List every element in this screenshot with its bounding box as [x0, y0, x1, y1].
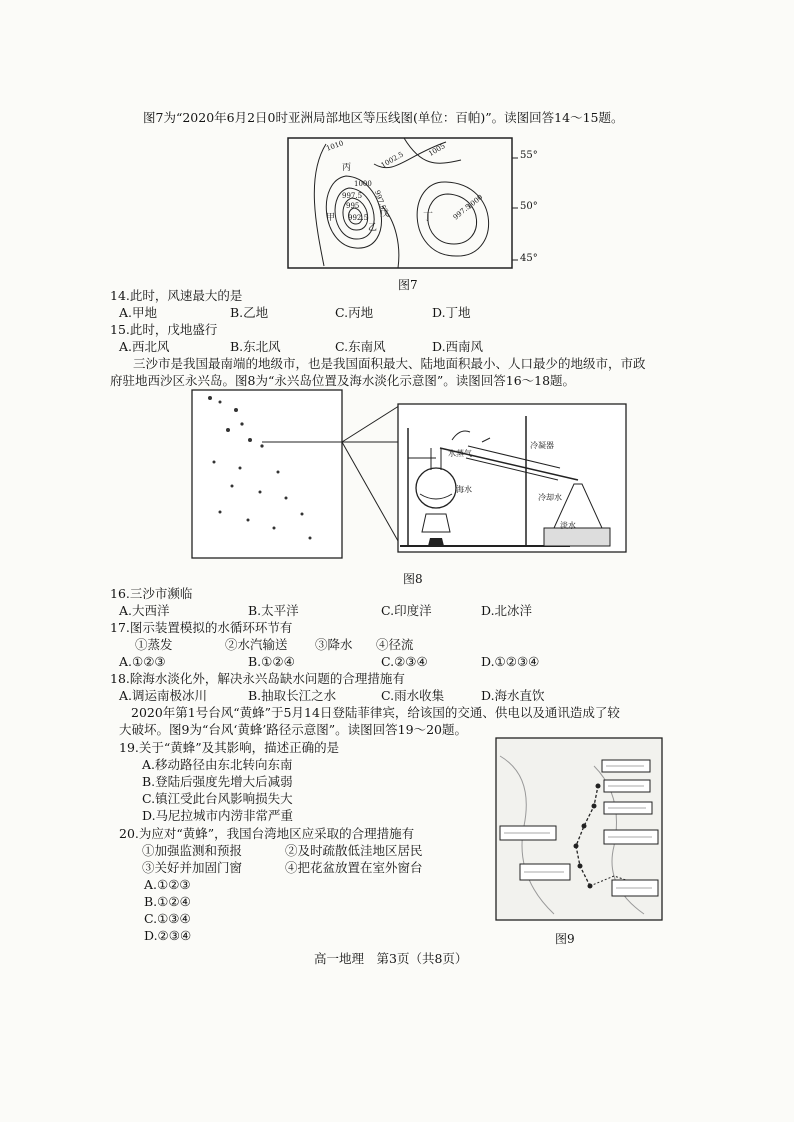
label-vapor: 水蒸气	[448, 449, 472, 458]
q15-stem: 15.此时，戊地盛行	[110, 322, 218, 337]
q14-opt-a: A.甲地	[119, 305, 158, 320]
q20-opt-d: D.②③④	[144, 928, 192, 943]
q18-opt-b: B.抽取长江之水	[248, 688, 337, 703]
lat-55: 55°	[520, 150, 538, 161]
q14-opt-b: B.乙地	[230, 305, 269, 320]
q17-opt-d: D.①②③④	[481, 654, 540, 669]
q17-item-1: ①蒸发	[135, 637, 173, 652]
q15-opt-c: C.东南风	[335, 339, 386, 354]
isobar-997-5-inner: 997.5	[372, 189, 388, 211]
intro-fig8-line2: 府驻地西沙区永兴岛。图8为“永兴岛位置及海水淡化示意图”。读图回答16～18题。	[110, 373, 576, 388]
label-seawater: 海水	[456, 485, 472, 494]
intro-fig8-line1: 三沙市是我国最南端的地级市，也是我国面积最大、陆地面积最小、人口最少的地级市，市政	[133, 356, 646, 371]
q17-stem: 17.图示装置模拟的水循环环节有	[110, 620, 293, 635]
label-condenser: 冷凝器	[530, 441, 554, 450]
isobar-1005: 1005	[427, 142, 447, 158]
isobar-995: 995	[346, 202, 360, 210]
q15-opt-d: D.西南风	[432, 339, 484, 354]
lat-45: 45°	[520, 253, 538, 264]
q17-opt-c: C.②③④	[381, 654, 428, 669]
figure-9-typhoon-track	[494, 736, 664, 922]
label-freshwater: 淡水	[560, 521, 576, 530]
figure-8-caption: 图8	[403, 572, 423, 586]
page-footer: 高一地理 第3页（共8页）	[314, 951, 468, 966]
q14-opt-d: D.丁地	[432, 305, 471, 320]
q17-item-3: ③降水	[315, 637, 353, 652]
q16-opt-c: C.印度洋	[381, 603, 432, 618]
q17-item-2: ②水汽输送	[225, 637, 288, 652]
q17-opt-b: B.①②④	[248, 654, 295, 669]
q20-item-4: ④把花盆放置在室外窗台	[285, 860, 423, 875]
q14-stem: 14.此时，风速最大的是	[110, 288, 243, 303]
place-wu: 戊	[380, 209, 390, 219]
q17-item-4: ④径流	[376, 637, 414, 652]
q17-opt-a: A.①②③	[119, 654, 166, 669]
intro-fig7: 图7为“2020年6月2日0时亚洲局部地区等压线图(单位：百帕)”。读图回答14～15题。	[143, 110, 624, 125]
q20-item-2: ②及时疏散低洼地区居民	[285, 843, 423, 858]
q15-opt-a: A.西北风	[119, 339, 170, 354]
isobar-1010: 1010	[325, 139, 345, 153]
q20-item-3: ③关好并加固门窗	[142, 860, 243, 875]
q18-stem: 18.除海水淡化外，解决永兴岛缺水问题的合理措施有	[110, 671, 405, 686]
label-cooling-water: 冷却水	[538, 493, 562, 502]
figure-9-caption: 图9	[555, 932, 575, 946]
isobar-997-5-right: 997.5	[451, 202, 473, 222]
q20-opt-c: C.①③④	[144, 911, 191, 926]
place-ding: 丁	[423, 212, 433, 223]
intro-fig9-line2: 大破坏。图9为“台风‘黄蜂’路径示意图”。读图回答19～20题。	[119, 722, 467, 737]
figure-8	[190, 388, 630, 560]
q18-opt-a: A.调运南极冰川	[119, 688, 208, 703]
isobar-997-5-left: 997.5	[342, 192, 363, 200]
q18-opt-c: C.雨水收集	[381, 688, 445, 703]
q19-opt-c: C.镇江受此台风影响损失大	[142, 791, 293, 806]
q15-opt-b: B.东北风	[230, 339, 281, 354]
q20-stem: 20.为应对“黄蜂”，我国台湾地区应采取的合理措施有	[119, 826, 415, 841]
q18-opt-d: D.海水直饮	[481, 688, 545, 703]
intro-fig9-line1: 2020年第1号台风“黄蜂”于5月14日登陆菲律宾，给该国的交通、供电以及通讯造成了较	[131, 705, 620, 720]
q16-opt-d: D.北冰洋	[481, 603, 533, 618]
isobar-992-5: 992.5	[348, 214, 369, 222]
q16-opt-b: B.太平洋	[248, 603, 299, 618]
figure-7-isobar-map	[286, 136, 540, 272]
q19-opt-b: B.登陆后强度先增大后减弱	[142, 774, 293, 789]
isobar-1000-left: 1000	[354, 180, 372, 188]
q20-item-1: ①加强监测和预报	[142, 843, 243, 858]
isobar-1002-5: 1002.5	[379, 150, 405, 170]
place-yi: 乙	[368, 223, 378, 233]
figure-7-caption: 图7	[398, 278, 418, 292]
q20-opt-b: B.①②④	[144, 894, 191, 909]
place-jia: 甲	[326, 213, 336, 223]
q19-opt-d: D.马尼拉城市内涝非常严重	[142, 808, 294, 823]
q14-opt-c: C.丙地	[335, 305, 374, 320]
lat-50: 50°	[520, 201, 538, 212]
q19-opt-a: A.移动路径由东北转向东南	[142, 757, 293, 772]
q16-stem: 16.三沙市濒临	[110, 586, 193, 601]
place-bing: 丙	[342, 163, 352, 173]
q16-opt-a: A.大西洋	[119, 603, 170, 618]
isobar-1000-right: 1000	[465, 193, 485, 211]
q19-stem: 19.关于“黄蜂”及其影响，描述正确的是	[119, 740, 340, 755]
q20-opt-a: A.①②③	[144, 877, 191, 892]
